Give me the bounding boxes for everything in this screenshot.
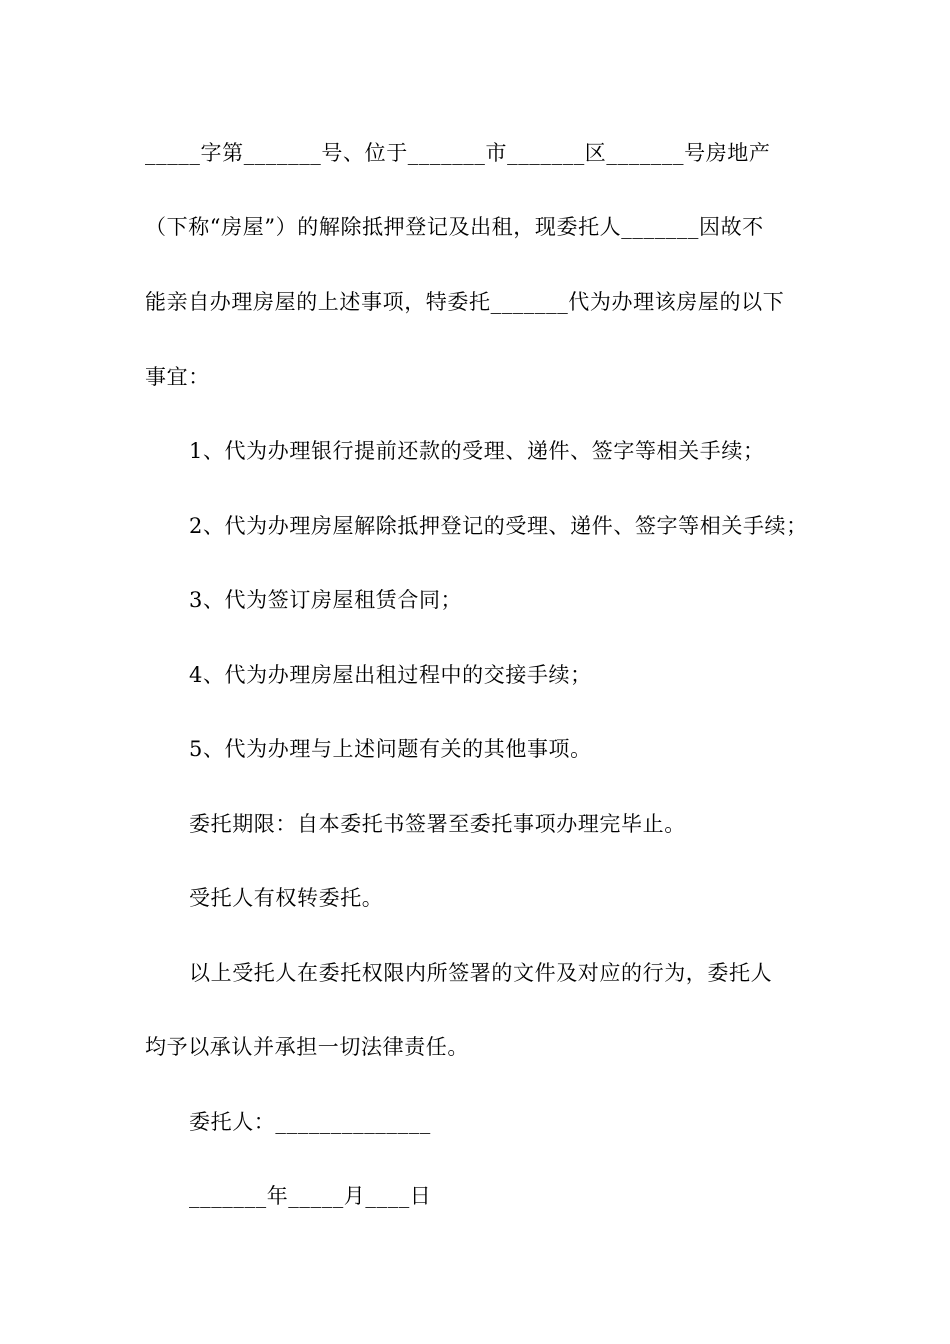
list-item: 2、代为办理房屋解除抵押登记的受理、递件、签字等相关手续； (189, 514, 808, 538)
paragraph-line: 均予以承认并承担一切法律责任。 (145, 1035, 469, 1059)
list-item: 5、代为办理与上述问题有关的其他事项。 (189, 737, 592, 761)
paragraph-line: 能亲自办理房屋的上述事项，特委托_______代为办理该房屋的以下 (145, 290, 785, 314)
principal-signature-line: 委托人：______________ (189, 1110, 431, 1134)
date-line: _______年_____月____日 (189, 1184, 432, 1208)
sub-delegation-paragraph: 受托人有权转委托。 (189, 886, 384, 910)
paragraph-line: （下称“房屋”）的解除抵押登记及出租，现委托人_______因故不 (145, 215, 764, 239)
paragraph-line: 以上受托人在委托权限内所签署的文件及对应的行为，委托人 (189, 961, 773, 985)
paragraph-line: 事宜： (145, 365, 210, 389)
list-item: 3、代为签订房屋租赁合同； (189, 588, 463, 612)
paragraph-line: _____字第_______号、位于_______市_______区_______号房地产 (145, 141, 771, 165)
list-item: 1、代为办理银行提前还款的受理、递件、签字等相关手续； (189, 439, 765, 463)
list-item: 4、代为办理房屋出租过程中的交接手续； (189, 663, 592, 687)
term-paragraph: 委托期限：自本委托书签署至委托事项办理完毕止。 (189, 812, 686, 836)
